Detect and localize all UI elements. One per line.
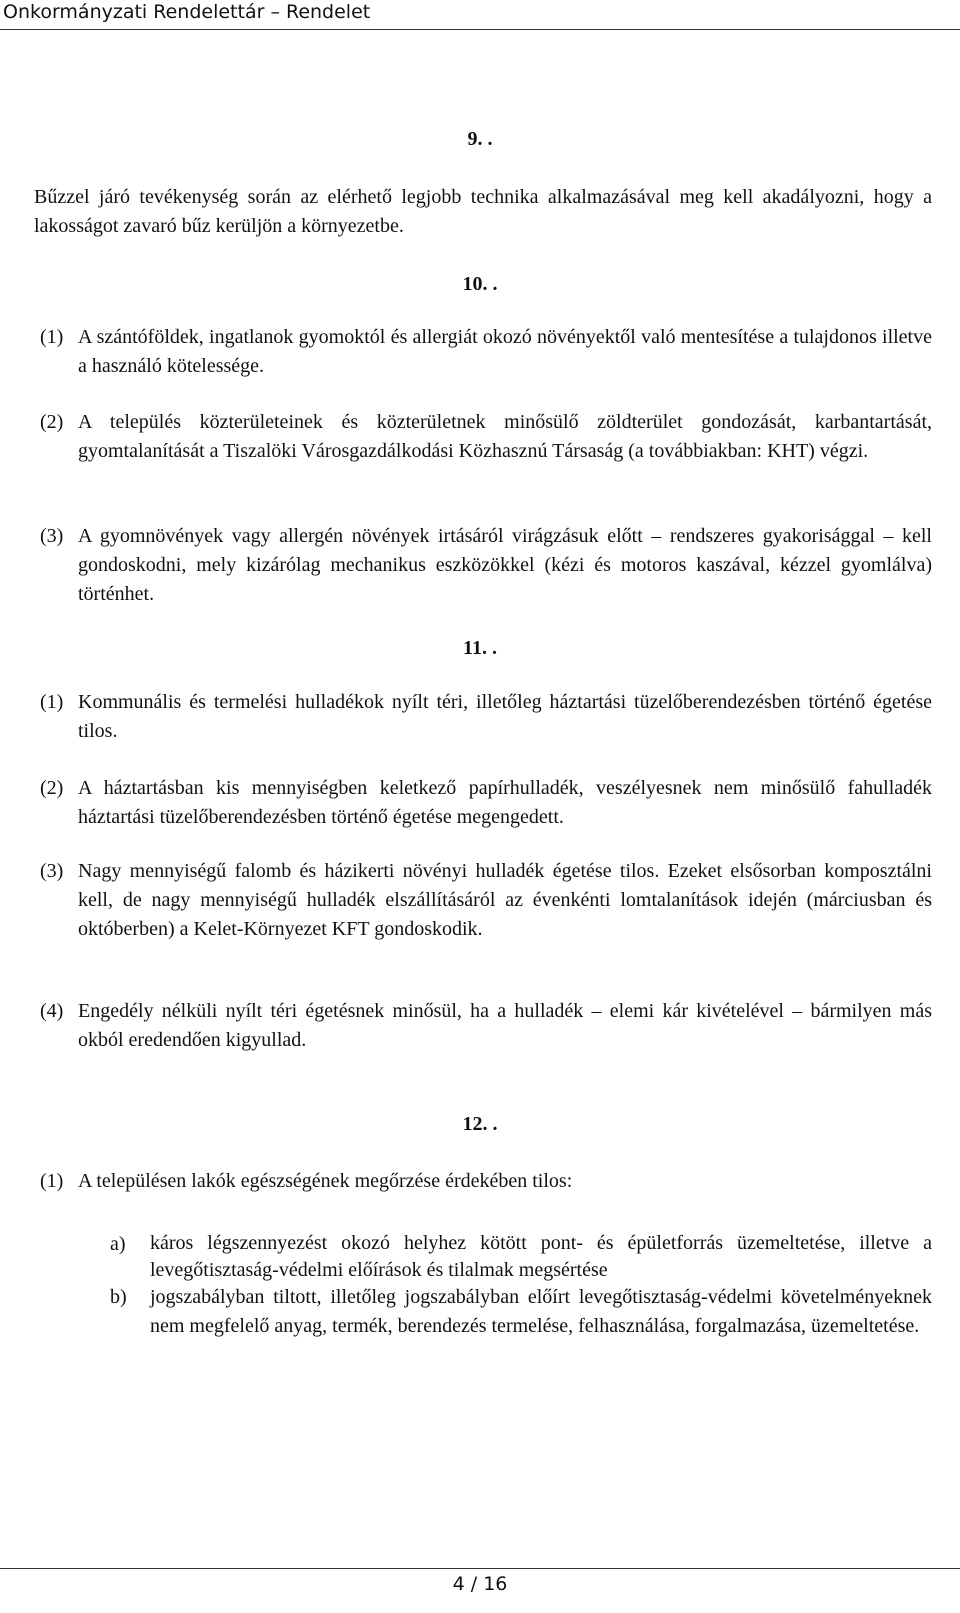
section-10-title: 10. . bbox=[462, 273, 498, 295]
section-9-text: Bűzzel járó tevékenység során az elérhető legjobb technika alkalmazásával meg kell akadályozni, hogy a lakosságot zavaró bűz kerüljön a környezetbe. bbox=[34, 186, 932, 237]
page-number: 4 / 16 bbox=[452, 1573, 508, 1595]
page-header: Onkormányzati Rendelettár – Rendelet bbox=[0, 0, 960, 30]
paragraph-number: (2) bbox=[40, 411, 64, 433]
footer-divider bbox=[0, 1568, 960, 1569]
item-text: jogszabályban tiltott, illetőleg jogszabályban előírt levegőtisztaság-védelmi követelményeknek nem megfelelő anyag, termék, berendezés termelése, felhasználása, forgalmazása, üzemeltetése. bbox=[150, 1286, 932, 1337]
section-12-title: 12. . bbox=[462, 1113, 498, 1135]
paragraph-text: A háztartásban kis mennyiségben keletkező papírhulladék, veszélyesnek nem minősülő fahulladék háztartási tüzelőberendezésben történő égetése megengedett. bbox=[78, 777, 932, 828]
paragraph-number: (3) bbox=[40, 525, 64, 547]
paragraph-text: Kommunális és termelési hulladékok nyílt téri, illetőleg háztartási tüzelőberendezésben történő égetése tilos. bbox=[78, 691, 932, 742]
paragraph-text: Nagy mennyiségű falomb és házikerti növényi hulladék égetése tilos. Ezeket elsősorban komposztálni kell, de nagy mennyiségű hulladék elszállításáról az évenkénti lomtalanítások idején (márciusban és októberben) a Kelet-Környezet KFT gondoskodik. bbox=[78, 860, 932, 940]
paragraph-text: A szántóföldek, ingatlanok gyomoktól és allergiát okozó növényektől való mentesítése a tulajdonos illetve a használó kötelessége. bbox=[78, 326, 932, 377]
paragraph-text: A település közterületeinek és közterületnek minősülő zöldterület gondozását, karbantartását, gyomtalanítását a Tiszalöki Városgazdálkodási Közhasznú Társaság (a továbbiakban: KHT) végzi. bbox=[78, 411, 932, 462]
paragraph-number: (4) bbox=[40, 1000, 64, 1022]
paragraph-text: A településen lakók egészségének megőrzése érdekében tilos: bbox=[78, 1170, 573, 1192]
item-letter: b) bbox=[110, 1286, 127, 1308]
item-letter: a) bbox=[110, 1233, 126, 1255]
paragraph-number: (1) bbox=[40, 326, 64, 348]
section-11-title: 11. . bbox=[463, 637, 497, 659]
paragraph-number: (2) bbox=[40, 777, 64, 799]
paragraph-text: Engedély nélküli nyílt téri égetésnek minősül, ha a hulladék – elemi kár kivételével – bármilyen más okból eredendően kigyullad. bbox=[78, 1000, 932, 1051]
paragraph-number: (3) bbox=[40, 860, 64, 882]
paragraph-number: (1) bbox=[40, 1170, 64, 1192]
item-text: káros légszennyezést okozó helyhez kötött pont- és épületforrás üzemeltetése, illetve a levegőtisztaság-védelmi előírások és tilalmak megsértése bbox=[150, 1232, 932, 1281]
paragraph-number: (1) bbox=[40, 691, 64, 713]
paragraph-text: A gyomnövények vagy allergén növények irtásáról virágzásuk előtt – rendszeres gyakorisággal – kell gondoskodni, mely kizárólag mechanikus eszközökkel (kézi és motoros kaszával, kézzel gyomlálva) történhet. bbox=[78, 525, 932, 605]
section-9-title: 9. . bbox=[467, 128, 493, 150]
